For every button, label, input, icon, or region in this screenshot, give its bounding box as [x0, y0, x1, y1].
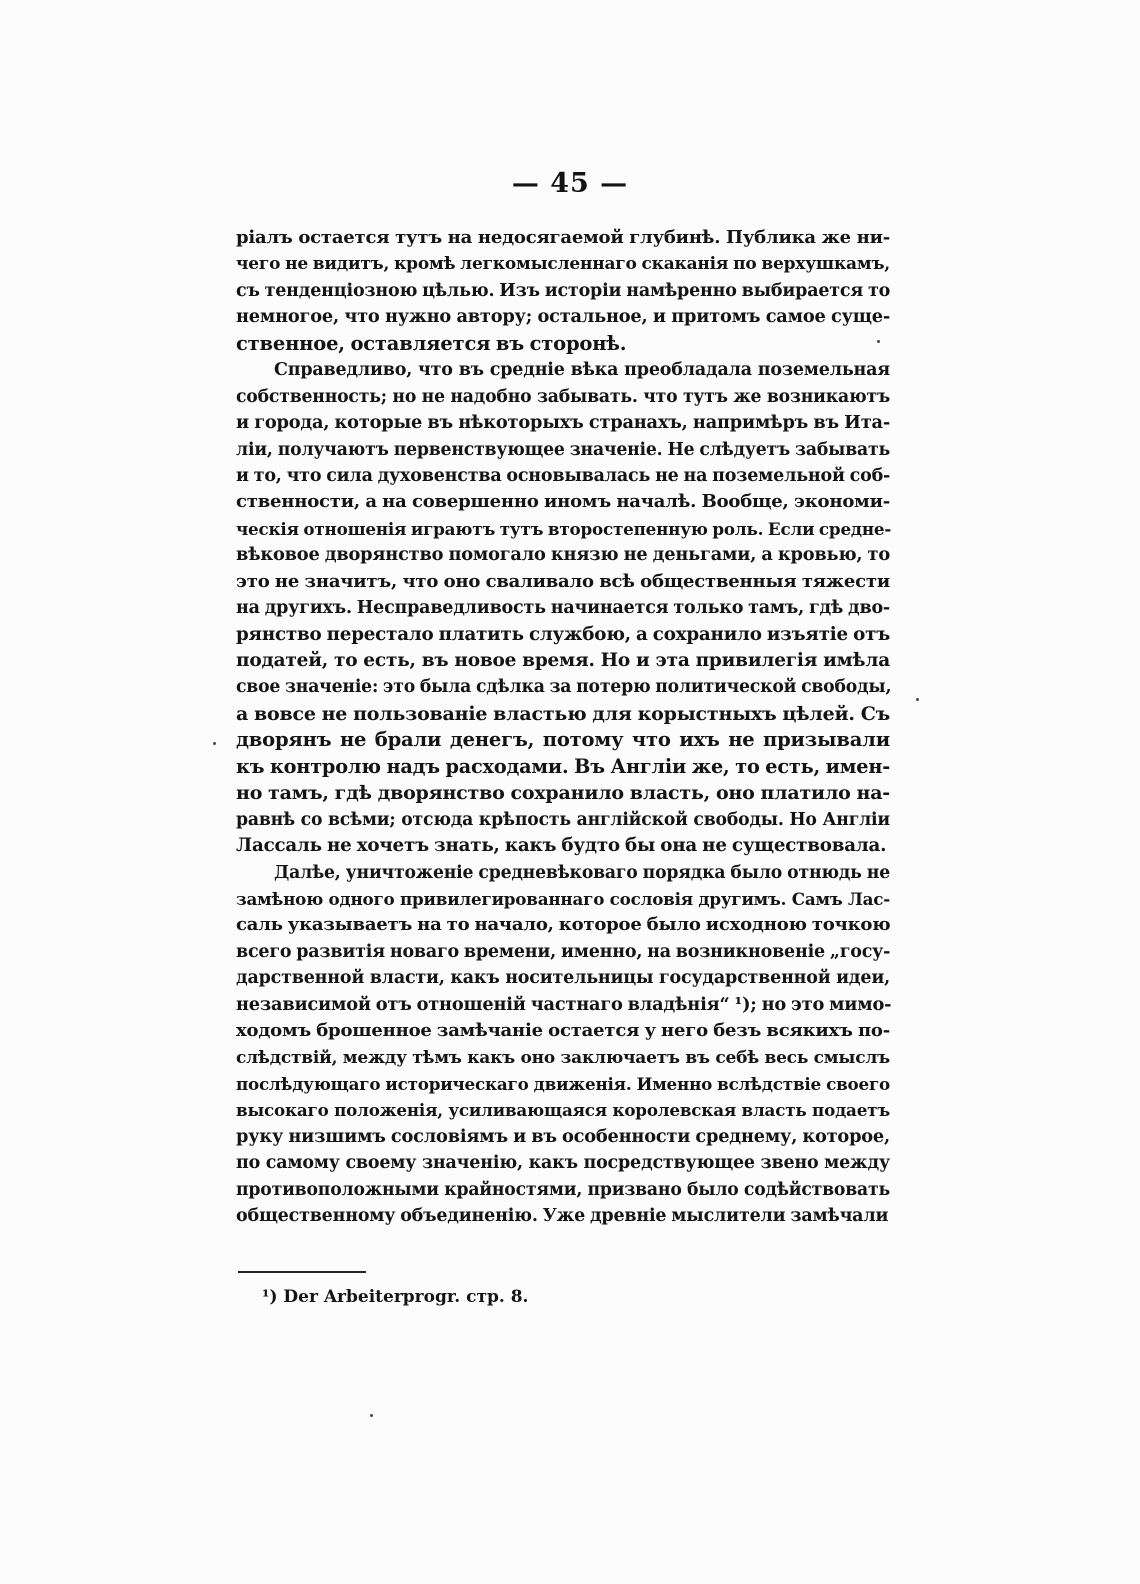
text-line: рянство перестало платить службою, а сохранило изъятіе отъ — [236, 623, 890, 645]
print-speck — [370, 1414, 373, 1417]
body-text — [236, 225, 890, 1230]
page-number: — 45 — — [511, 168, 629, 199]
text-line: собственность; но не надобно забывать. что тутъ же возникаютъ — [236, 386, 890, 407]
print-speck — [916, 698, 919, 701]
text-line: и то, что сила духовенства основывалась не на поземельной соб- — [236, 465, 891, 486]
print-speck — [877, 340, 880, 343]
text-line: ственное, оставляется въ сторонѣ. — [236, 331, 627, 355]
text-line: послѣдующаго историческаго движенія. Именно вслѣдствіе своего — [236, 1074, 890, 1094]
text-line: на другихъ. Несправедливость начинается только тамъ, гдѣ дво- — [236, 598, 890, 619]
footnote-marker: ¹) — [262, 1287, 278, 1307]
paragraph — [236, 225, 890, 357]
paragraph — [236, 357, 890, 859]
text-line: чего не видитъ, кромѣ легкомысленнаго скаканія по верхушкамъ, — [236, 254, 890, 275]
text-line: независимой отъ отношеній частнаго владѣнія“ ¹); но это мимо- — [236, 993, 892, 1015]
text-line: общественному объединенію. Уже древніе мыслители замѣчали — [236, 1206, 889, 1227]
footnote-separator — [238, 1271, 366, 1273]
text-line: свое значеніе: это была сдѣлка за потерю политической свободы, — [236, 677, 892, 698]
text-line: ліи, получаютъ первенствующее значеніе. Не слѣдуетъ забывать — [236, 439, 890, 460]
text-line: вѣковое дворянство помогало князю не деньгами, а кровью, то — [236, 544, 890, 566]
text-line: всего развитія новаго времени, именно, на возникновеніе „госу- — [236, 941, 891, 962]
print-speck — [213, 742, 216, 745]
text-line: ріалъ остается тутъ на недосягаемой глубинѣ. Публика же ни- — [236, 227, 890, 248]
text-line: ческія отношенія играютъ тутъ второстепенную роль. Если средне- — [236, 518, 892, 539]
text-line: слѣдствій, между тѣмъ какъ оно заключаетъ въ себѣ весь смыслъ — [236, 1047, 890, 1068]
text-line: высокаго положенія, усиливающаяся королевская власть подаетъ — [236, 1100, 890, 1121]
text-line: ственности, а на совершенно иномъ началѣ. Вообще, экономи- — [236, 491, 890, 513]
paragraph — [236, 860, 890, 1230]
text-line: но тамъ, гдѣ дворянство сохранило власть, оно платило на- — [236, 782, 890, 805]
text-line: противоположными крайностями, призвано было содѣйствовать — [236, 1179, 890, 1200]
text-line: Далѣе, уничтоженіе средневѣковаго порядка было отнюдь не — [274, 862, 890, 883]
text-line: дворянъ не брали денегъ, потому что ихъ не призывали — [236, 728, 890, 752]
text-line: дарственной власти, какъ носительницы государственной идеи, — [236, 968, 890, 989]
text-line: и города, которые въ нѣкоторыхъ странахъ, напримѣръ въ Ита- — [236, 412, 890, 434]
text-line: съ тенденціозною цѣлью. Изъ исторіи намѣренно выбирается то — [236, 280, 891, 301]
text-line: по самому своему значенію, какъ посредствующее звено между — [236, 1153, 890, 1174]
text-line: немногое, что нужно автору; остальное, и притомъ самое суще- — [236, 306, 890, 328]
text-line: руку низшимъ сословіямъ и въ особенности среднему, которое, — [236, 1125, 890, 1147]
text-line: замѣною одного привилегированнаго сословія другимъ. Самъ Лас- — [236, 888, 890, 909]
text-line: податей, то есть, въ новое время. Но и эта привилегія имѣла — [236, 650, 890, 671]
text-line: равнѣ со всѣми; отсюда крѣпость англійской свободы. Но Англіи — [236, 809, 890, 830]
text-line: Лассаль не хочетъ знать, какъ будто бы она не существовала. — [236, 835, 887, 857]
footnote — [262, 1287, 528, 1307]
text-line: саль указываетъ на то начало, которое было исходною точкою — [236, 914, 891, 936]
text-line: это не значитъ, что оно сваливало всѣ общественныя тяжести — [236, 570, 890, 592]
text-line: ходомъ брошенное замѣчаніе остается у него безъ всякихъ по- — [236, 1020, 890, 1042]
text-line: а вовсе не пользованіе властью для корыстныхъ цѣлей. Съ — [236, 702, 890, 725]
text-line: къ контролю надъ расходами. Въ Англіи же, то есть, имен- — [236, 754, 890, 778]
footnote-text: Der Arbeiterprogr. стр. 8. — [283, 1287, 529, 1307]
text-line: Справедливо, что въ средніе вѣка преобладала поземельная — [274, 360, 890, 381]
